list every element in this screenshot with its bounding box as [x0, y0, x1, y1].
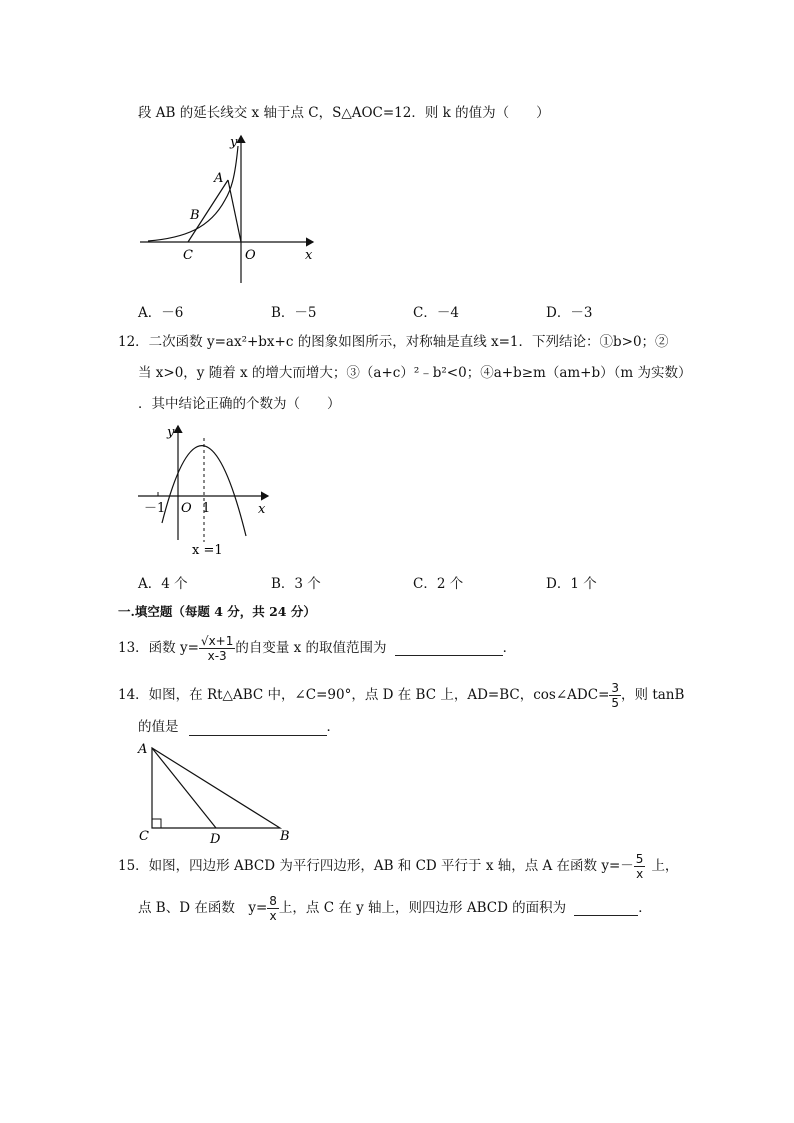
- label-axis-eq: x =1: [192, 543, 223, 558]
- label-c: C: [183, 248, 193, 263]
- q12-line3: ．其中结论正确的个数为（ ）: [138, 396, 341, 412]
- q13: [118, 630, 516, 666]
- q12-option-b: B．3 个: [271, 576, 321, 592]
- label-neg1: －1: [144, 501, 166, 516]
- q13-denominator: x-3: [207, 648, 227, 663]
- label-b: B: [190, 208, 200, 223]
- label-b: B: [280, 829, 290, 844]
- q12-graph: [130, 420, 280, 560]
- q15-fraction1: [634, 852, 646, 881]
- q11-graph: [130, 128, 330, 288]
- q15-frac2-denominator: x: [269, 908, 277, 923]
- q13-numerator: √x+1: [200, 633, 234, 648]
- q15-answer-blank[interactable]: [574, 901, 638, 916]
- q13-suffix: 的自变量 x 的取值范围为: [235, 640, 387, 656]
- label-a: A: [138, 742, 148, 757]
- q15-line1: [118, 848, 678, 884]
- q11-option-c: C．－4: [413, 305, 459, 321]
- q15-frac1-denominator: x: [636, 866, 644, 881]
- q11-option-a: A．－6: [138, 305, 184, 321]
- q12-line1: 12．二次函数 y=ax²+bx+c 的图象如图所示，对称轴是直线 x=1．下列结论：①b>0；②: [118, 334, 669, 350]
- q13-prefix: 13．函数 y=: [118, 640, 199, 656]
- label-o: O: [245, 248, 256, 263]
- label-y: y: [167, 425, 175, 440]
- q13-end: ．: [502, 640, 517, 656]
- section-heading: 一.填空题（每题 4 分，共 24 分）: [118, 604, 316, 619]
- label-x: x: [258, 502, 266, 517]
- q14-answer-blank[interactable]: [189, 721, 327, 736]
- q14-end: ．: [326, 719, 340, 735]
- label-c: C: [139, 829, 149, 844]
- label-a: A: [214, 171, 224, 186]
- hyperbola-curve: [148, 146, 238, 241]
- q14-line1: [118, 678, 684, 712]
- q14-line2-text: 的值是: [138, 719, 179, 735]
- label-one: 1: [202, 501, 211, 516]
- q12-line2: 当 x>0，y 随着 x 的增大而增大；③（a+c）²﹣b²<0；④a+b≥m（am+b）（m 为实数）: [138, 365, 692, 381]
- label-o: O: [181, 501, 192, 516]
- q12-option-c: C．2 个: [413, 576, 464, 592]
- q15-frac1-numerator: 5: [635, 851, 644, 866]
- q14-line2: [138, 718, 340, 736]
- q15-frac2-numerator: 8: [269, 893, 277, 908]
- q14-numerator: 3: [611, 680, 620, 695]
- line-ao: [228, 180, 241, 242]
- q12-option-a: A．4 个: [138, 576, 188, 592]
- q12-option-d: D．1 个: [546, 576, 597, 592]
- label-y: y: [230, 135, 238, 150]
- segment-ad: [152, 748, 216, 828]
- q15-line2: [138, 890, 652, 926]
- label-x: x: [305, 248, 313, 263]
- q14-triangle: [130, 736, 300, 846]
- label-d: D: [210, 832, 221, 846]
- q15-line1-suffix: 上，: [651, 858, 679, 874]
- q11-option-d: D．－3: [546, 305, 593, 321]
- q13-fraction: [199, 634, 235, 663]
- q14-suffix: ，则 tanB: [621, 687, 685, 703]
- q11-stem: 段 AB 的延长线交 x 轴于点 C，S△AOC=12．则 k 的值为（ ）: [138, 105, 550, 121]
- q15-end: ．: [638, 900, 652, 916]
- q15-prefix: 15．如图，四边形 ABCD 为平行四边形，AB 和 CD 平行于 x 轴，点 A 在函数 y=－: [118, 858, 634, 874]
- q14-denominator: 5: [611, 695, 620, 710]
- q14-fraction: [609, 681, 621, 710]
- triangle-abc: [152, 748, 280, 828]
- q15-line2-suffix: 上，点 C 在 y 轴上，则四边形 ABCD 的面积为: [278, 900, 567, 916]
- q11-option-b: B．－5: [271, 305, 317, 321]
- q14-prefix: 14．如图，在 Rt△ABC 中，∠C=90°，点 D 在 BC 上，AD=BC，cos∠ADC=: [118, 687, 610, 703]
- right-angle-mark: [152, 819, 161, 828]
- q15-fraction2: [267, 894, 279, 923]
- q13-answer-blank[interactable]: [395, 641, 503, 656]
- q15-line2-prefix: 点 B、D 在函数 y=: [138, 900, 268, 916]
